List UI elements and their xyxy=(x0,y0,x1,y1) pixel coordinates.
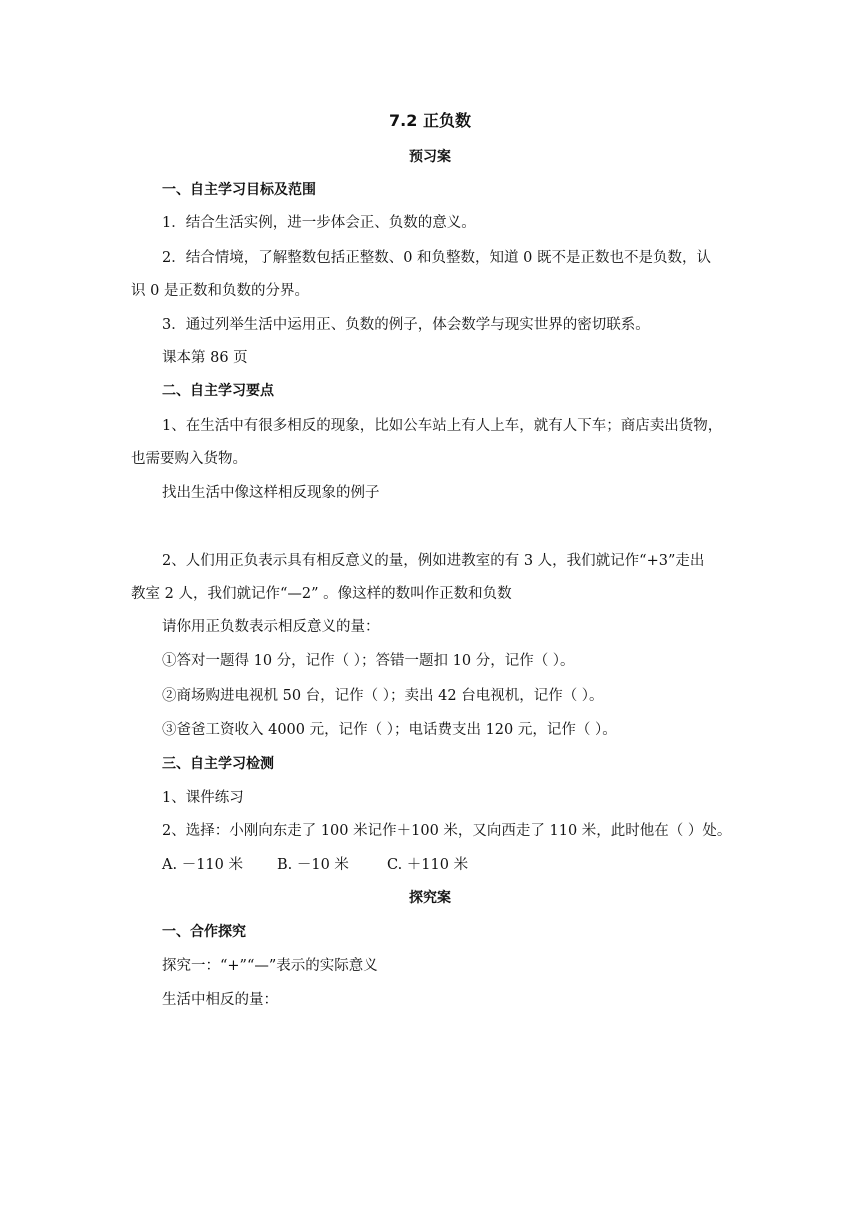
goal-1: 1．结合生活实例，进一步体会正、负数的意义。 xyxy=(162,215,476,231)
goal-2-line-2: 识 0 是正数和负数的分界。 xyxy=(131,283,309,299)
check-item-2: 2、选择：小刚向东走了 100 米记作＋100 米，又向西走了 110 米，此时他在（ ）处。 xyxy=(162,823,732,839)
section-title-explore: 探究案 xyxy=(409,890,451,906)
goal-2-line-1: 2．结合情境，了解整数包括正整数、0 和负整数，知道 0 既不是正数也不是负数，认 xyxy=(162,250,712,266)
section-title-preview: 预习案 xyxy=(409,149,451,165)
heading-cooperative-exploration: 一、合作探究 xyxy=(162,924,246,940)
exploration-2: 生活中相反的量： xyxy=(162,992,278,1008)
point-2-line-1: 2、人们用正负表示具有相反意义的量，例如进教室的有 3 人，我们就记作“+3”走出 xyxy=(162,553,705,569)
heading-key-points: 二、自主学习要点 xyxy=(162,383,274,399)
exercise-item-2: ②商场购进电视机 50 台，记作（ ）；卖出 42 台电视机，记作（ ）。 xyxy=(162,688,604,704)
heading-learning-goals: 一、自主学习目标及范围 xyxy=(162,182,316,198)
exploration-1: 探究一：“+”“—”表示的实际意义 xyxy=(162,958,378,974)
choice-a: A. －110 米 xyxy=(162,857,243,873)
textbook-page-reference: 课本第 86 页 xyxy=(162,350,248,366)
point-1-line-1: 1、在生活中有很多相反的现象，比如公车站上有人上车，就有人下车；商店卖出货物， xyxy=(162,418,723,434)
document-title: 7.2 正负数 xyxy=(389,111,471,130)
point-2-line-2: 教室 2 人，我们就记作“—2” 。像这样的数叫作正数和负数 xyxy=(131,586,512,602)
goal-3: 3．通过列举生活中运用正、负数的例子，体会数学与现实世界的密切联系。 xyxy=(162,317,650,333)
point-1-line-2: 也需要购入货物。 xyxy=(131,451,247,467)
choice-c: C. ＋110 米 xyxy=(387,857,469,873)
choice-b: B. －10 米 xyxy=(277,857,349,873)
point-1-prompt: 找出生活中像这样相反现象的例子 xyxy=(162,485,380,501)
exercise-prompt: 请你用正负数表示相反意义的量： xyxy=(162,619,380,635)
exercise-item-3: ③爸爸工资收入 4000 元，记作（ ）；电话费支出 120 元，记作（ ）。 xyxy=(162,722,617,738)
heading-self-check: 三、自主学习检测 xyxy=(162,756,274,772)
check-item-1: 1、课件练习 xyxy=(162,790,244,806)
exercise-item-1: ①答对一题得 10 分，记作（ ）；答错一题扣 10 分，记作（ ）。 xyxy=(162,653,575,669)
